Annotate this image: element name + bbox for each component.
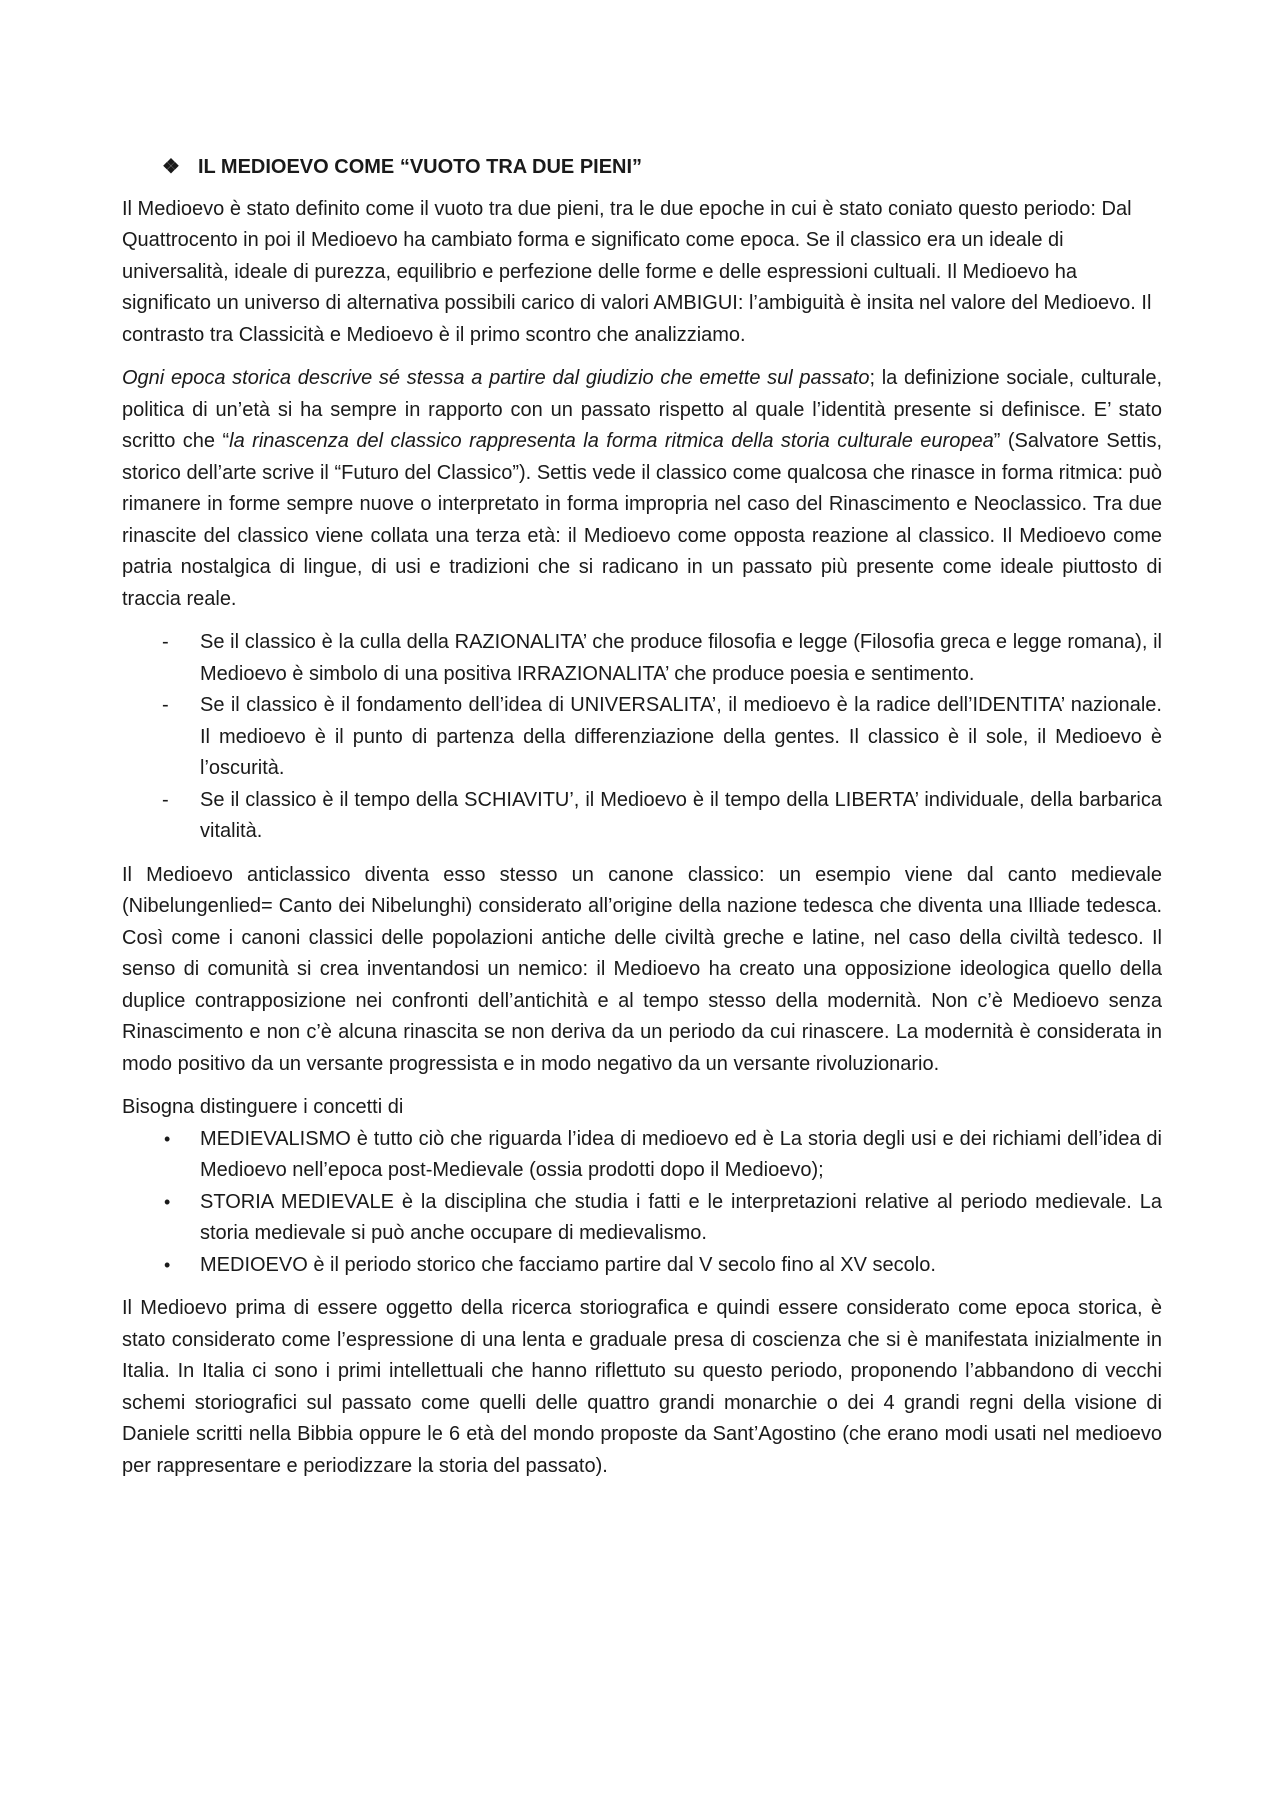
paragraph-2-italic-lead: Ogni epoca storica descrive sé stessa a partire dal giudizio che emette sul passato [122, 367, 870, 389]
paragraph-2-text-a: ; la definizione sociale, culturale, politica di un’età si ha sempre in rapporto con un passato rispetto al quale l’identità presente si definisce. E’ stato scritto che “ [122, 367, 1162, 452]
paragraph-3: Il Medioevo anticlassico diventa esso stesso un canone classico: un esempio viene dal canto medievale (Nibelungenlied= Canto dei Nibelunghi) considerato all’origine della nazione tedesca che diventa una Illiade tedesca. Così come i canoni classici delle popolazioni antiche delle civiltà greche e latine, nel caso della civiltà tedesco. Il senso di comunità si crea inventandosi un nemico: il Medioevo ha creato una opposizione ideologica quello della duplice contrapposizione nei confronti dell’antichità e al tempo stesso della modernità. Non c’è Medioevo senza Rinascimento e non c’è alcuna rinascita se non deriva da un periodo da cui rinascere. La modernità è considerata in modo positivo da un versante progressista e in modo negativo da un versante rivoluzionario. [122, 863, 1162, 1075]
dash-marker: - [162, 694, 169, 716]
dash-list [122, 627, 1162, 848]
concepts-intro: Bisogna distinguere i concetti di [122, 1096, 404, 1118]
dash-marker: - [162, 788, 169, 811]
list-item: • MEDIEVALISMO è tutto ciò che riguarda l’idea di medioevo ed è La storia degli usi e dei richiami dell’idea di Medioevo nell’epoca post-Medievale (ossia prodotti dopo il Medioevo); [122, 1124, 1162, 1187]
bullet-marker: • [164, 1128, 171, 1149]
paragraph-2-text-b: ” (Salvatore Settis, storico dell’arte scrive il “Futuro del Classico”). Settis vede il classico come qualcosa che rinasce in forma ritmica: può rimanere in forme sempre nuove o interpretato in forma impropria nel caso del Rinascimento e Neoclassico. Tra due rinascite del classico viene collata una terza età: il Medioevo come opposta reazione al classico. Il Medioevo come patria nostalgica di lingue, di usi e tradizioni che si radicano in un passato più presente come ideale piuttosto di traccia reale. [122, 430, 1162, 610]
section-heading [162, 152, 1162, 184]
bullet-list [122, 1124, 1162, 1282]
paragraph-2-italic-quote: la rinascenza del classico rappresenta la forma ritmica della storia culturale europea [229, 430, 994, 452]
list-item: - Se il classico è il fondamento dell’idea di UNIVERSALITA’, il medioevo è la radice dell’IDENTITA’ nazionale. Il medioevo è il punto di partenza della differenziazione della gentes. Il classico è il sole, il Medioevo è l’oscurità. [122, 690, 1162, 785]
diamond-icon: ❖ [162, 156, 180, 178]
paragraph-4: Il Medioevo prima di essere oggetto della ricerca storiografica e quindi essere considerato come epoca storica, è stato considerato come l’espressione di una lenta e graduale presa di coscienza che si è manifestata inizialmente in Italia. In Italia ci sono i primi intellettuali che hanno riflettuto su questo periodo, proponendo l’abbandono di vecchi schemi storiografici sul passato come quelli delle quattro grandi monarchie o dei 4 grandi regni della visione di Daniele scritti nella Bibbia oppure le 6 età del mondo proposte da Sant’Agostino (che erano modi usati nel medioevo per rappresentare e periodizzare la storia del passato). [122, 1297, 1162, 1477]
document-page [122, 152, 1162, 1494]
paragraph-1: Il Medioevo è stato definito come il vuoto tra due pieni, tra le due epoche in cui è stato coniato questo periodo: Dal Quattrocento in poi il Medioevo ha cambiato forma e significato come epoca. Se il classico era un ideale di universalità, ideale di purezza, equilibrio e perfezione delle forme e delle espressioni cultuali. Il Medioevo ha significato un universo di alternativa possibili carico di valori AMBIGUI: l’ambiguità è insita nel valore del Medioevo. Il contrasto tra Classicità e Medioevo è il primo scontro che analizziamo. [122, 197, 1152, 346]
list-item: • STORIA MEDIEVALE è la disciplina che studia i fatti e le interpretazioni relative al periodo medievale. La storia medievale si può anche occupare di medievalismo. [122, 1187, 1162, 1250]
list-item: - Se il classico è il tempo della SCHIAVITU’, il Medioevo è il tempo della LIBERTA’ individuale, della barbarica vitalità. [122, 785, 1162, 848]
paragraph-2 [122, 363, 1162, 615]
bullet-marker: • [164, 1254, 171, 1275]
dash-marker: - [162, 631, 169, 653]
bullet-marker: • [164, 1191, 171, 1212]
list-item: - Se il classico è la culla della RAZIONALITA’ che produce filosofia e legge (Filosofia greca e legge romana), il Medioevo è simbolo di una positiva IRRAZIONALITA’ che produce poesia e sentimento. [122, 627, 1162, 690]
section-title: IL MEDIOEVO COME “VUOTO TRA DUE PIENI” [197, 156, 643, 178]
list-item: • MEDIOEVO è il periodo storico che facciamo partire dal V secolo fino al XV secolo. [122, 1250, 1162, 1282]
